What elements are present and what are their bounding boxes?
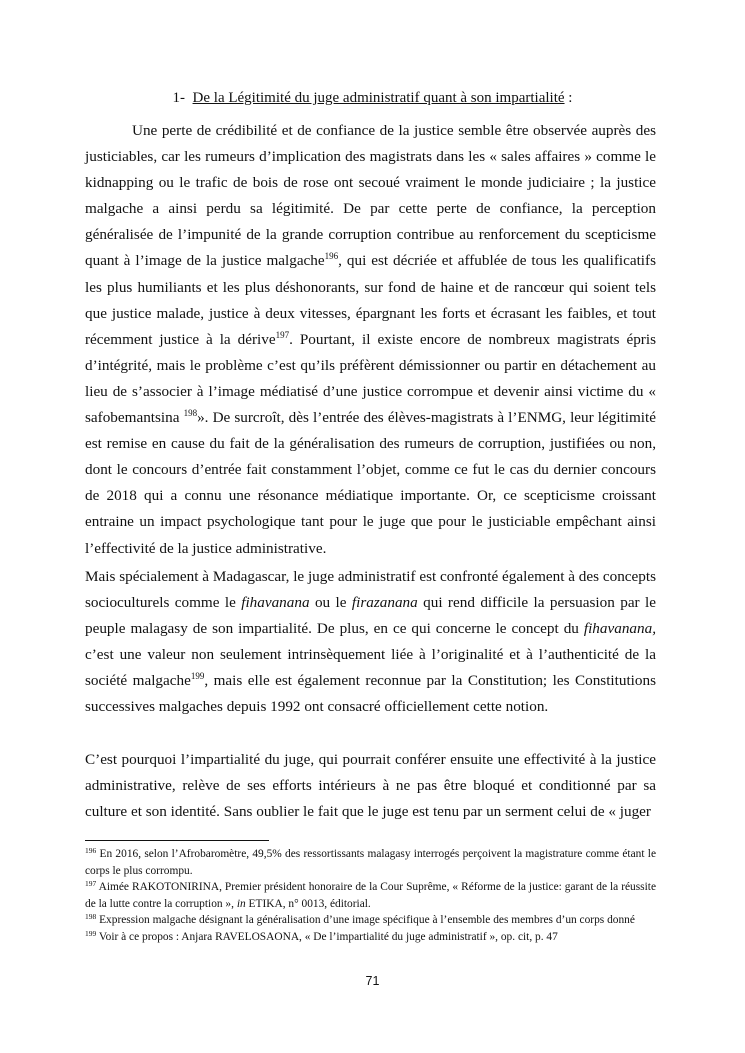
footnote-number: 199 [85, 928, 97, 938]
footnote-separator [85, 840, 269, 841]
footnote-ref-198[interactable]: 198 [183, 408, 198, 419]
paragraph-1-text-d: ». De surcroît, dès l’entrée des élèves-magistrats à l’ENMG, leur légitimité est remise en cause du fait de la généralisation des rumeurs de corruption, justifiées ou non, dont le concours d’entrée fait constamment l’objet, comme ce fut le cas du dernier concours de 2018 qui a connu une résonance médiatique importante. Or, ce scepticisme croissant entraine un impact psychologique tant pour le juge que pour le justiciable empêchant ainsi l’effectivité de la justice administrative. [85, 409, 656, 557]
paragraph-2-text-a: Mais spécialement à Madagascar, le juge administratif est confronté également à des concepts socioculturels comme le [85, 568, 656, 612]
footnote-text: Expression malgache désignant la généralisation d’une image spécifique à l’ensemble des membres d’un corps donné [96, 914, 635, 927]
footnote-text: Voir à ce propos : Anjara RAVELOSAONA, « De l’impartialité du juge administratif », op. cit, p. 47 [96, 930, 558, 943]
footnote-ref-199[interactable]: 199 [190, 671, 205, 682]
footnote-197 [85, 879, 656, 912]
paragraph-3 [85, 747, 656, 825]
section-number: 1- [172, 90, 186, 106]
footnote-text: Aimée RAKOTONIRINA, Premier président honoraire de la Cour Suprême, « Réforme de la justice: garant de la réussite de la lutte contre la corruption », [85, 881, 656, 910]
paragraph-3-text: C’est pourquoi l’impartialité du juge, qui pourrait conférer ensuite une effectivité à la justice administrative, relève de ses efforts intérieurs à ne pas être bloqué et conditionné par sa culture et son identité. Sans oublier le fait que le juge est tenu par un serment celui de « juger [85, 751, 656, 821]
term-fihavanana: fihavanana [241, 594, 310, 612]
section-heading [0, 86, 745, 110]
paragraph-2-text-d: c’est une valeur non seulement intrinsèquement liée à l’originalité et à l’authenticité de la société malgache [85, 646, 656, 690]
paragraph-2-text-b: ou le [309, 594, 352, 612]
footnote-198 [85, 912, 656, 929]
section-title: De la Légitimité du juge administratif quant à son impartialité [192, 90, 565, 106]
footnote-number: 198 [85, 912, 97, 922]
paragraph-2-text-c: qui rend difficile la persuasion par le peuple malagasy de son impartialité. De plus, en ce qui concerne le concept du [85, 594, 656, 638]
paragraph-1-text-c: . Pourtant, il existe encore de nombreux magistrats épris d’intégrité, mais le problème c’est qu’ils préfèrent démissionner ou partir en détachement au lieu de s’associer à l’image médiatisé d’une justice corrompue et devenir ainsi victime du « safobemantsina [85, 330, 656, 427]
section-title-colon: : [564, 90, 573, 106]
paragraph-2 [85, 564, 656, 721]
paragraph-1-text-b: , qui est décriée et affublée de tous les qualificatifs les plus humiliants et les plus déshonorants, sur fond de haine et de rancœur qui soient tels que justice malade, justice à deux vitesses, épargnant les forts et écrasant les faibles, et tout récemment justice à la dérive [85, 252, 656, 348]
footnote-ref-197[interactable]: 197 [275, 329, 290, 340]
footnote-italic: in [236, 897, 246, 910]
footnote-196 [85, 846, 656, 879]
footnotes [85, 846, 656, 946]
footnote-text-tail: ETIKA, n° 0013, éditorial. [245, 897, 371, 910]
page-number: 71 [365, 974, 380, 988]
paragraph-1 [85, 118, 656, 562]
footnote-text: En 2016, selon l’Afrobaromètre, 49,5% des ressortissants malagasy interrogés perçoivent la magistrature comme étant le corps le plus corrompu. [85, 848, 656, 877]
paragraph-2-text-e: , mais elle est également reconnue par la Constitution; les Constitutions successives malgaches depuis 1992 ont consacré officiellement cette notion. [85, 672, 656, 716]
paragraph-1-text-a: Une perte de crédibilité et de confiance de la justice semble être observée auprès des justiciables, car les rumeurs d’implication des magistrats dans les « sales affaires » comme le kidnapping ou le trafic de bois de rose ont secoué vraiment le monde judiciaire ; la justice malgache a ainsi perdu sa légitimité. De par cette perte de confiance, la perception généralisée de l’impunité de la grande corruption contribue au renforcement du scepticisme quant à l’image de la justice malgache [85, 122, 656, 270]
footnote-ref-196[interactable]: 196 [324, 251, 339, 262]
term-fihavanana-2: fihavanana, [583, 620, 656, 638]
term-firazanana: firazanana [351, 594, 418, 612]
footnote-number: 196 [85, 846, 97, 855]
footnote-number: 197 [85, 879, 97, 889]
footnote-199 [85, 929, 656, 946]
